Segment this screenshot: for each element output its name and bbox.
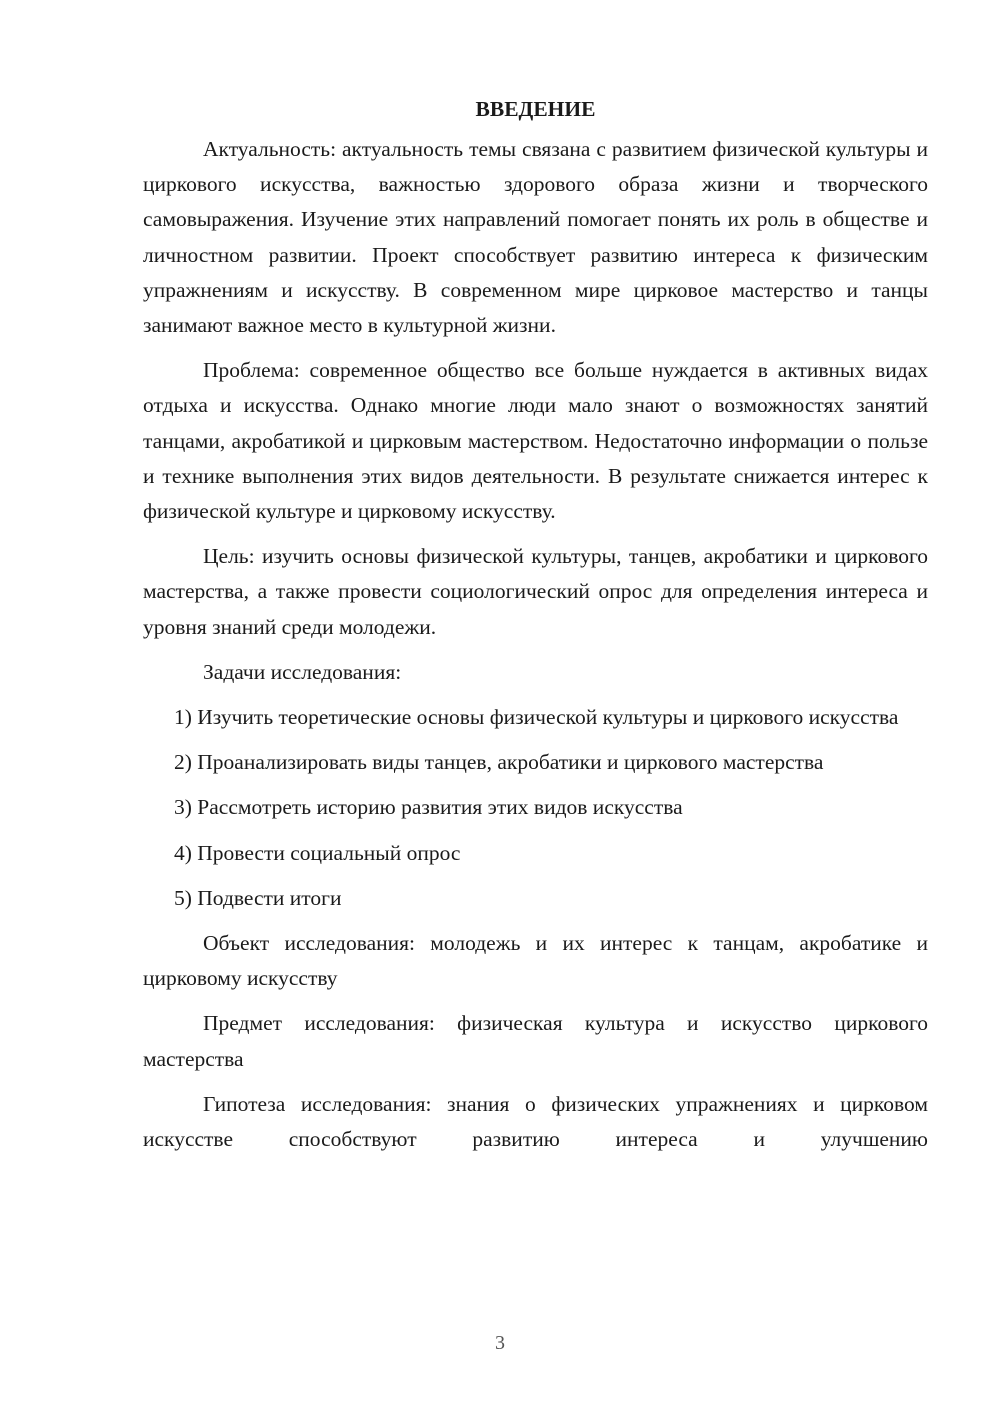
task-item-1: 1) Изучить теоретические основы физической культуры и циркового искусства <box>174 705 899 730</box>
tasks-title: Задачи исследования: <box>203 659 402 684</box>
document-page <box>143 92 928 1167</box>
task-item-5: 5) Подвести итоги <box>174 885 342 910</box>
paragraph-relevance: Актуальность: актуальность темы связана с развитием физической культуры и циркового искусства, важностью здорового образа жизни и творческого самовыражения. Изучение этих направлений помогает понять их роль в обществе и личностном развитии. Проект способствует развитию интереса к физическим упражнениям и искусству. В современном мире цирковое мастерство и танцы занимают важное место в культурной жизни. <box>143 137 928 338</box>
paragraph-subject: Предмет исследования: физическая культура и искусство циркового мастерства <box>143 1011 928 1071</box>
paragraph-object: Объект исследования: молодежь и их интерес к танцам, акробатике и цирковому искусству <box>143 931 928 991</box>
page-number: 3 <box>495 1332 505 1354</box>
task-item-2: 2) Проанализировать виды танцев, акробатики и циркового мастерства <box>174 750 824 775</box>
paragraph-problem: Проблема: современное общество все больше нуждается в активных видах отдыха и искусства. Однако многие люди мало знают о возможностях занятий танцами, акробатикой и цирковым мастерством. Недостаточно информации о пользе и технике выполнения этих видов деятельности. В результате снижается интерес к физической культуре и цирковому искусству. <box>143 358 928 524</box>
paragraph-hypothesis: Гипотеза исследования: знания о физических упражнениях и цирковом искусстве способствуют развитию интереса и улучшению <box>143 1091 928 1152</box>
task-item-4: 4) Провести социальный опрос <box>174 840 461 865</box>
task-item-3: 3) Рассмотреть историю развития этих видов искусства <box>174 795 683 820</box>
page-heading: ВВЕДЕНИЕ <box>475 97 596 121</box>
paragraph-goal: Цель: изучить основы физической культуры, танцев, акробатики и циркового мастерства, а также провести социологический опрос для определения интереса и уровня знаний среди молодежи. <box>143 544 928 639</box>
